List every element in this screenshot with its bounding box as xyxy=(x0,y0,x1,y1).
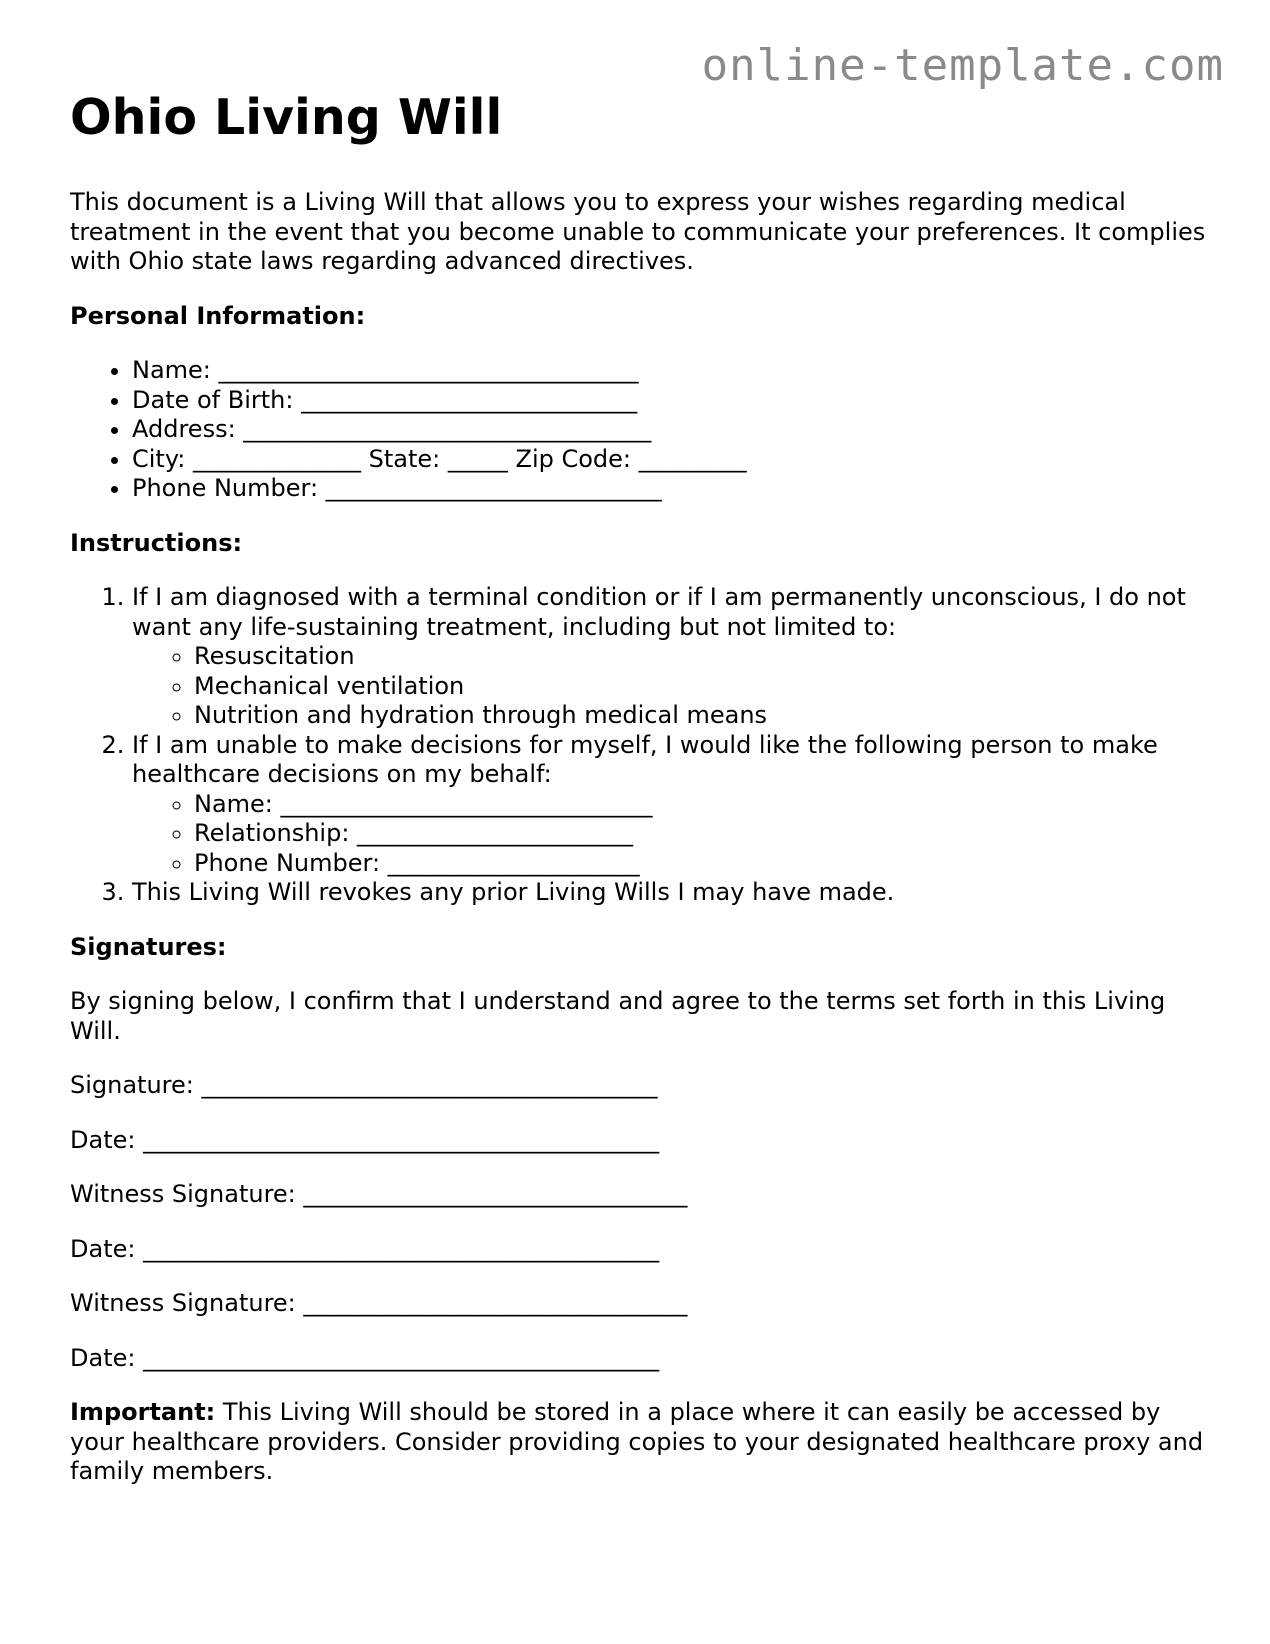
phone-number-field[interactable]: • Phone Number: ____________________________ xyxy=(132,474,1210,504)
treatment-list xyxy=(132,642,1210,731)
witness-signature-field[interactable]: Witness Signature: ________________________________ xyxy=(70,1180,688,1208)
personal-info-list xyxy=(70,356,1210,504)
name-field[interactable]: • Name: ___________________________________ xyxy=(132,356,1210,386)
address-field[interactable]: • Address: __________________________________ xyxy=(132,415,1210,445)
instruction-item xyxy=(132,731,1210,879)
important-label: Important: xyxy=(70,1398,216,1426)
instructions-list xyxy=(70,583,1210,908)
document-page xyxy=(70,88,1210,1512)
instruction-text: This Living Will revokes any prior Living Wills I may have made. xyxy=(132,878,895,906)
city-state-zip-field[interactable]: • City: ______________ State: _____ Zip Code: _________ xyxy=(132,445,1210,475)
list-item: ◦ Mechanical ventilation xyxy=(194,672,1210,702)
intro-paragraph: This document is a Living Will that allows you to express your wishes regarding medical treatment in the event that you become unable to communicate your preferences. It complies with Ohio state laws regarding advanced directives. xyxy=(70,188,1206,275)
list-item: ◦ Resuscitation xyxy=(194,642,1210,672)
page-title: Ohio Living Will xyxy=(70,89,503,146)
witness-date-field[interactable]: Date: ___________________________________________ xyxy=(70,1234,660,1263)
proxy-phone-field[interactable]: ◦ Phone Number: _____________________ xyxy=(194,849,1210,879)
signature-field[interactable]: Signature: ______________________________________ xyxy=(70,1071,658,1099)
instruction-item xyxy=(132,878,1210,908)
date-of-birth-field[interactable]: • Date of Birth: ____________________________ xyxy=(132,386,1210,416)
signature-statement: By signing below, I confirm that I understand and agree to the terms set forth in this Living Will. xyxy=(70,987,1166,1045)
signatures-heading: Signatures: xyxy=(70,932,227,961)
personal-info-heading: Personal Information: xyxy=(70,301,366,330)
witness-signature-field-2[interactable]: Witness Signature: ________________________________ xyxy=(70,1289,688,1317)
instruction-text: If I am unable to make decisions for myself, I would like the following person to make healthcare decisions on my behalf: xyxy=(132,730,1158,788)
list-item: ◦ Nutrition and hydration through medical means xyxy=(194,701,1210,731)
instruction-item xyxy=(132,583,1210,731)
watermark: online-template.com xyxy=(701,40,1224,91)
instruction-text: If I am diagnosed with a terminal condition or if I am permanently unconscious, I do not want any life-sustaining treatment, including but not limited to: xyxy=(132,583,1186,641)
witness-date-field-2[interactable]: Date: ___________________________________________ xyxy=(70,1343,660,1372)
proxy-relationship-field[interactable]: ◦ Relationship: _______________________ xyxy=(194,819,1210,849)
important-note xyxy=(70,1398,1210,1487)
important-text: This Living Will should be stored in a place where it can easily be accessed by your healthcare providers. Consider providing copies to your designated healthcare proxy and family members. xyxy=(70,1398,1204,1485)
proxy-fields-list xyxy=(132,790,1210,879)
instructions-heading: Instructions: xyxy=(70,528,243,557)
signature-date-field[interactable]: Date: ___________________________________________ xyxy=(70,1125,660,1154)
proxy-name-field[interactable]: ◦ Name: _______________________________ xyxy=(194,790,1210,820)
